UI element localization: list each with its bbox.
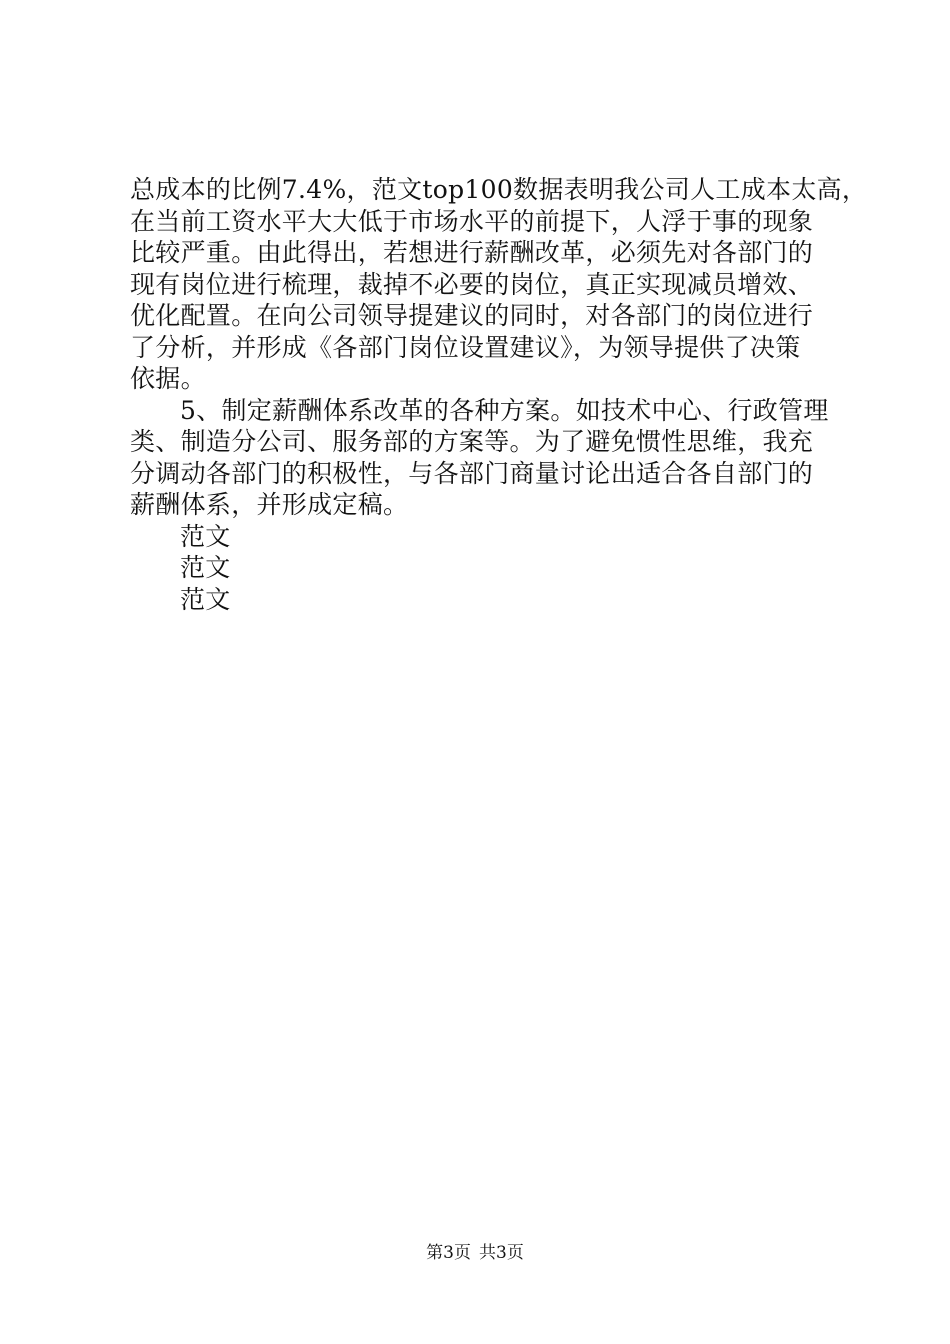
text-line: 现有岗位进行梳理，裁掉不必要的岗位，真正实现减员增效、 — [130, 269, 814, 299]
text-line: 范文 — [180, 521, 231, 551]
text-line: 总成本的比例7.4%，范文top100数据表明我公司人工成本太高， — [130, 175, 868, 204]
text-line: 5、制定薪酬体系改革的各种方案。如技术中心、行政管理 — [180, 395, 829, 425]
text-line: 比较严重。由此得出，若想进行薪酬改革，必须先对各部门的 — [130, 238, 814, 267]
text-line: 了分析，并形成《各部门岗位设置建议》，为领导提供了决策 — [130, 332, 801, 362]
text-line: 依据。 — [130, 364, 206, 393]
text-line: 薪酬体系，并形成定稿。 — [130, 490, 409, 519]
text-line: 优化配置。在向公司领导提建议的同时，对各部门的岗位进行 — [130, 301, 814, 330]
paragraph-2 — [130, 395, 830, 521]
text-line: 范文 — [180, 553, 231, 582]
page-total: 共3页 — [479, 1243, 524, 1263]
paragraph-1 — [130, 174, 868, 395]
page-number: 第3页 — [426, 1243, 471, 1263]
text-line: 分调动各部门的积极性，与各部门商量讨论出适合各自部门的 — [130, 458, 814, 488]
trailing-lines — [130, 521, 830, 616]
text-line: 在当前工资水平大大低于市场水平的前提下，人浮于事的现象 — [130, 206, 814, 236]
text-line: 类、制造分公司、服务部的方案等。为了避免惯性思维，我充 — [130, 427, 814, 456]
page-footer — [0, 1242, 950, 1264]
document-body — [130, 174, 868, 615]
text-line: 范文 — [180, 584, 231, 614]
